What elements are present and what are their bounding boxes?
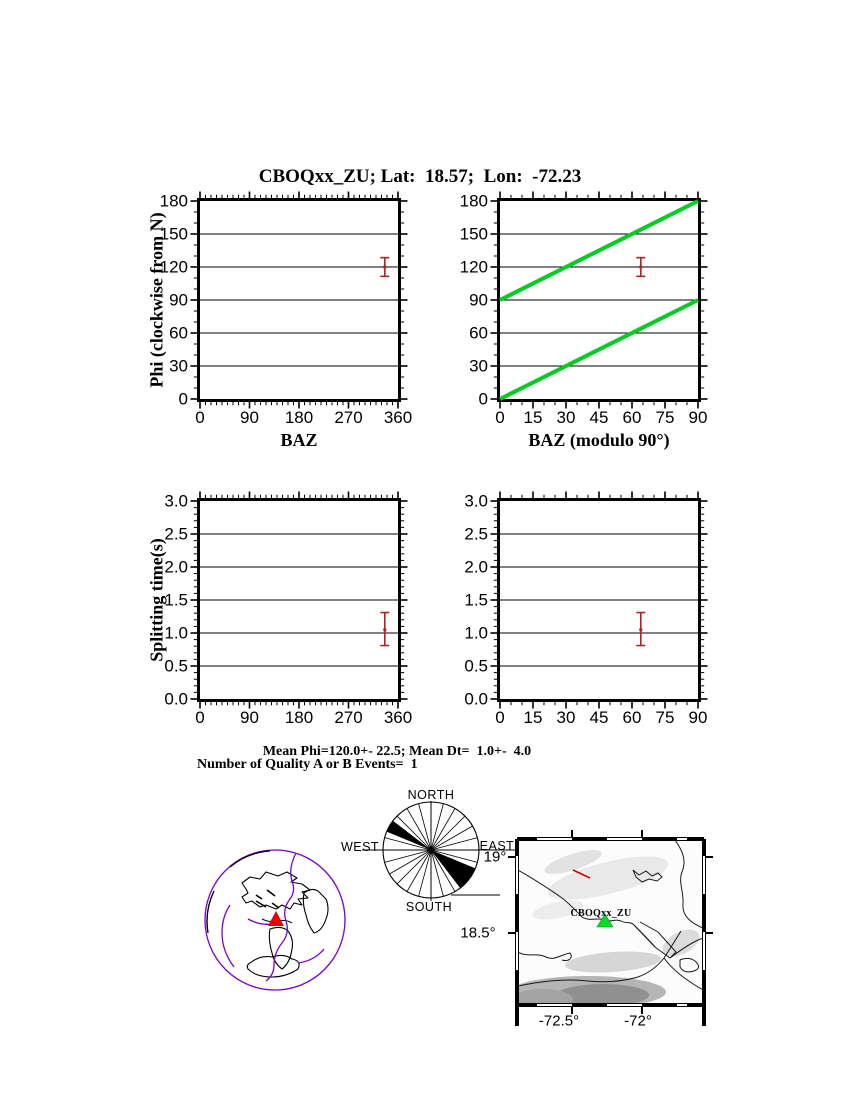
x-tick-label: 360 xyxy=(383,408,413,427)
x-tick-label: 15 xyxy=(523,408,543,427)
rose-label-south: SOUTH xyxy=(405,900,453,914)
y-tick-label: 180 xyxy=(159,191,188,211)
x-tick-label: 270 xyxy=(334,708,363,727)
y-tick-label: 90 xyxy=(169,290,188,310)
rose-label-north: NORTH xyxy=(407,788,455,802)
x-axis-label-baz: BAZ xyxy=(280,430,318,450)
x-tick-label: 180 xyxy=(284,708,314,727)
plot-phi-vs-baz-mod90 xyxy=(459,191,708,427)
y-tick-label: 150 xyxy=(459,224,488,244)
y-tick-label: 90 xyxy=(469,290,488,310)
x-tick-label: 30 xyxy=(556,708,576,727)
x-tick-label: 30 xyxy=(556,408,576,427)
y-tick-label: 150 xyxy=(159,224,188,244)
y-tick-label: 120 xyxy=(159,257,188,277)
y-tick-label: 2.5 xyxy=(464,524,488,544)
x-tick-label: 60 xyxy=(622,408,642,427)
x-tick-label: 90 xyxy=(240,408,259,427)
x-tick-label: 90 xyxy=(688,408,708,427)
map-frame-left xyxy=(515,839,519,1026)
y-tick-label: 1.0 xyxy=(464,623,488,643)
x-tick-label: 0 xyxy=(495,408,505,427)
rose-label-east: EAST xyxy=(479,839,515,853)
x-tick-label: 75 xyxy=(655,708,675,727)
map-tick xyxy=(641,830,643,837)
y-tick-label: 0.5 xyxy=(464,656,488,676)
x-tick-label: 0 xyxy=(195,408,205,427)
x-tick-label: 0 xyxy=(195,708,205,727)
y-tick-label: 0 xyxy=(178,389,188,409)
x-tick-label: 0 xyxy=(495,708,505,727)
x-tick-label: 270 xyxy=(334,408,363,427)
continent-outline xyxy=(303,889,328,933)
map-lat-label-19: 19° xyxy=(483,848,507,866)
map-tick xyxy=(571,830,573,837)
y-tick-label: 30 xyxy=(169,356,188,376)
map-lon-label-72: -72° xyxy=(624,1012,652,1030)
continent-outline xyxy=(242,872,310,909)
y-tick-label: 1.5 xyxy=(164,590,188,610)
x-tick-label: 45 xyxy=(589,708,609,727)
x-tick-label: 15 xyxy=(523,708,543,727)
map-tick xyxy=(706,932,713,934)
map-lat-label-18-5: 18.5° xyxy=(460,924,496,942)
continent-outline xyxy=(269,927,292,969)
figure-title: CBOQxx_ZU; Lat: 18.57; Lon: -72.23 xyxy=(258,166,582,187)
y-tick-label: 1.0 xyxy=(164,623,188,643)
y-tick-label: 0.0 xyxy=(164,689,188,709)
map-tick xyxy=(508,856,515,858)
y-tick-label: 0.0 xyxy=(464,689,488,709)
y-axis-label-splitting-time: Splitting time(s) xyxy=(146,538,167,662)
rose-label-west: WEST xyxy=(340,840,380,854)
y-tick-label: 30 xyxy=(469,356,488,376)
x-tick-label: 90 xyxy=(240,708,259,727)
station-marker-globe xyxy=(268,911,284,926)
station-map xyxy=(518,840,703,1004)
plot-dt-vs-baz-mod90 xyxy=(464,491,708,727)
map-lon-label-72-5: -72.5° xyxy=(538,1012,580,1030)
y-tick-label: 1.5 xyxy=(464,590,488,610)
y-tick-label: 3.0 xyxy=(164,491,188,511)
station-label: CBOQxx_ZU xyxy=(570,908,632,919)
map-tick xyxy=(706,856,713,858)
x-tick-label: 180 xyxy=(284,408,314,427)
x-tick-label: 75 xyxy=(655,408,675,427)
station-map-canvas xyxy=(518,840,703,1004)
x-tick-label: 90 xyxy=(688,708,708,727)
x-tick-label: 45 xyxy=(589,408,609,427)
x-tick-label: 360 xyxy=(383,708,413,727)
rose-diagram xyxy=(376,795,486,905)
plot-phi-vs-baz xyxy=(159,191,413,427)
y-tick-label: 2.0 xyxy=(164,557,188,577)
map-frame-top xyxy=(517,837,704,841)
plate-boundary xyxy=(266,853,296,981)
y-tick-label: 2.5 xyxy=(164,524,188,544)
y-tick-label: 0.5 xyxy=(164,656,188,676)
globe-map xyxy=(204,849,346,991)
globe-inset xyxy=(204,849,346,991)
plot-dt-vs-baz xyxy=(164,491,413,727)
y-tick-label: 60 xyxy=(169,323,188,343)
map-tick xyxy=(508,932,515,934)
map-frame-bottom xyxy=(517,1003,704,1007)
y-tick-label: 2.0 xyxy=(464,557,488,577)
y-tick-label: 180 xyxy=(459,191,488,211)
event-count-text: Number of Quality A or B Events= 1 xyxy=(197,757,418,772)
x-tick-label: 60 xyxy=(622,708,642,727)
y-tick-label: 3.0 xyxy=(464,491,488,511)
y-axis-label-phi: Phi (clockwise from N) xyxy=(146,212,167,388)
y-tick-label: 0 xyxy=(478,389,488,409)
y-tick-label: 120 xyxy=(459,257,488,277)
mean-values-text: Mean Phi=120.0+- 22.5; Mean Dt= 1.0+- 4.0 xyxy=(262,744,532,759)
y-tick-label: 60 xyxy=(469,323,488,343)
x-axis-label-baz-mod90: BAZ (modulo 90°) xyxy=(528,430,670,450)
